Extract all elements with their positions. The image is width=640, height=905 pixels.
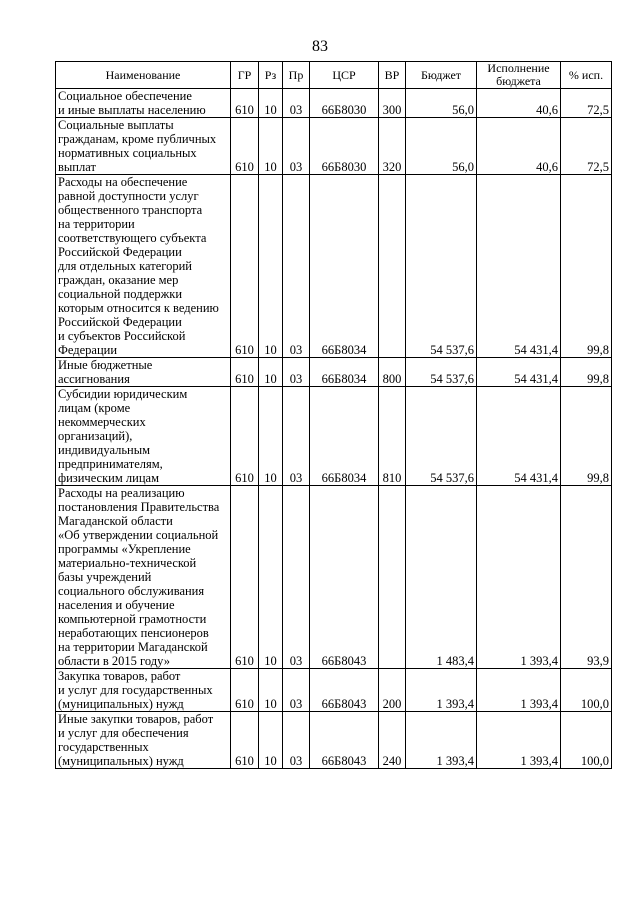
row-name: Закупка товаров, работ и услуг для государственных (муниципальных) нужд	[56, 669, 231, 712]
table-row	[56, 89, 612, 118]
row-name: Расходы на реализацию постановления Правительства Магаданской области «Об утверждении социальной программы «Укрепление материально-технической базы учреждений социального обслуживания населения и обучение компьютерной грамотности неработающих пенсионеров на территории Магаданской области в 2015 году»	[56, 486, 231, 669]
row-gr: 610	[231, 387, 259, 486]
row-csr: 66Б8043	[310, 712, 379, 769]
row-percent: 99,8	[561, 358, 612, 387]
row-gr: 610	[231, 358, 259, 387]
row-percent: 100,0	[561, 669, 612, 712]
row-csr: 66Б8034	[310, 175, 379, 358]
table-row	[56, 358, 612, 387]
row-budget: 1 393,4	[406, 669, 477, 712]
row-execution: 54 431,4	[477, 358, 561, 387]
row-gr: 610	[231, 669, 259, 712]
row-csr: 66Б8034	[310, 387, 379, 486]
table-row	[56, 712, 612, 769]
row-vr: 300	[379, 89, 406, 118]
row-vr: 800	[379, 358, 406, 387]
row-pr: 03	[283, 358, 310, 387]
row-pr: 03	[283, 669, 310, 712]
row-vr: 200	[379, 669, 406, 712]
header-csr: ЦСР	[310, 62, 379, 89]
table-row	[56, 669, 612, 712]
row-rz: 10	[259, 358, 283, 387]
header-name: Наименование	[56, 62, 231, 89]
row-name: Иные закупки товаров, работ и услуг для обеспечения государственных (муниципальных) нужд	[56, 712, 231, 769]
row-csr: 66Б8030	[310, 118, 379, 175]
row-budget: 1 483,4	[406, 486, 477, 669]
row-budget: 54 537,6	[406, 358, 477, 387]
row-name: Социальные выплаты гражданам, кроме публичных нормативных социальных выплат	[56, 118, 231, 175]
budget-table	[55, 61, 612, 769]
row-budget: 1 393,4	[406, 712, 477, 769]
row-execution: 1 393,4	[477, 712, 561, 769]
table-row	[56, 486, 612, 669]
row-csr: 66Б8043	[310, 486, 379, 669]
row-execution: 54 431,4	[477, 387, 561, 486]
row-name: Иные бюджетные ассигнования	[56, 358, 231, 387]
row-name: Субсидии юридическим лицам (кроме некоммерческих организаций), индивидуальным предпринимателям, физическим лицам	[56, 387, 231, 486]
row-execution: 40,6	[477, 89, 561, 118]
row-pr: 03	[283, 118, 310, 175]
row-budget: 56,0	[406, 118, 477, 175]
row-name: Социальное обеспечение и иные выплаты населению	[56, 89, 231, 118]
row-gr: 610	[231, 486, 259, 669]
row-percent: 72,5	[561, 89, 612, 118]
row-vr: 810	[379, 387, 406, 486]
row-budget: 54 537,6	[406, 387, 477, 486]
row-vr	[379, 175, 406, 358]
row-pr: 03	[283, 712, 310, 769]
row-rz: 10	[259, 486, 283, 669]
row-budget: 56,0	[406, 89, 477, 118]
header-gr: ГР	[231, 62, 259, 89]
row-execution: 1 393,4	[477, 669, 561, 712]
table-row	[56, 175, 612, 358]
header-budget: Бюджет	[406, 62, 477, 89]
row-csr: 66Б8034	[310, 358, 379, 387]
row-rz: 10	[259, 712, 283, 769]
row-csr: 66Б8043	[310, 669, 379, 712]
row-vr: 320	[379, 118, 406, 175]
row-name: Расходы на обеспечение равной доступности услуг общественного транспорта на территории соответствующего субъекта Российской Федерации для отдельных категорий граждан, оказание мер социальной поддержки которым относится к ведению Российской Федерации и субъектов Российской Федерации	[56, 175, 231, 358]
header-vr: ВР	[379, 62, 406, 89]
row-rz: 10	[259, 387, 283, 486]
row-budget: 54 537,6	[406, 175, 477, 358]
row-gr: 610	[231, 118, 259, 175]
row-gr: 610	[231, 175, 259, 358]
row-pr: 03	[283, 175, 310, 358]
row-gr: 610	[231, 89, 259, 118]
table-header-row	[56, 62, 612, 89]
row-pr: 03	[283, 486, 310, 669]
row-rz: 10	[259, 669, 283, 712]
row-pr: 03	[283, 387, 310, 486]
header-execution: Исполнение бюджета	[477, 62, 561, 89]
row-percent: 93,9	[561, 486, 612, 669]
row-percent: 99,8	[561, 175, 612, 358]
header-percent: % исп.	[561, 62, 612, 89]
row-pr: 03	[283, 89, 310, 118]
row-rz: 10	[259, 89, 283, 118]
row-vr	[379, 486, 406, 669]
row-percent: 99,8	[561, 387, 612, 486]
row-percent: 72,5	[561, 118, 612, 175]
table-row	[56, 387, 612, 486]
row-percent: 100,0	[561, 712, 612, 769]
row-rz: 10	[259, 118, 283, 175]
row-gr: 610	[231, 712, 259, 769]
row-csr: 66Б8030	[310, 89, 379, 118]
header-pr: Пр	[283, 62, 310, 89]
row-rz: 10	[259, 175, 283, 358]
page-number: 83	[312, 38, 328, 55]
row-execution: 1 393,4	[477, 486, 561, 669]
table-row	[56, 118, 612, 175]
row-vr: 240	[379, 712, 406, 769]
row-execution: 40,6	[477, 118, 561, 175]
row-execution: 54 431,4	[477, 175, 561, 358]
header-rz: Рз	[259, 62, 283, 89]
